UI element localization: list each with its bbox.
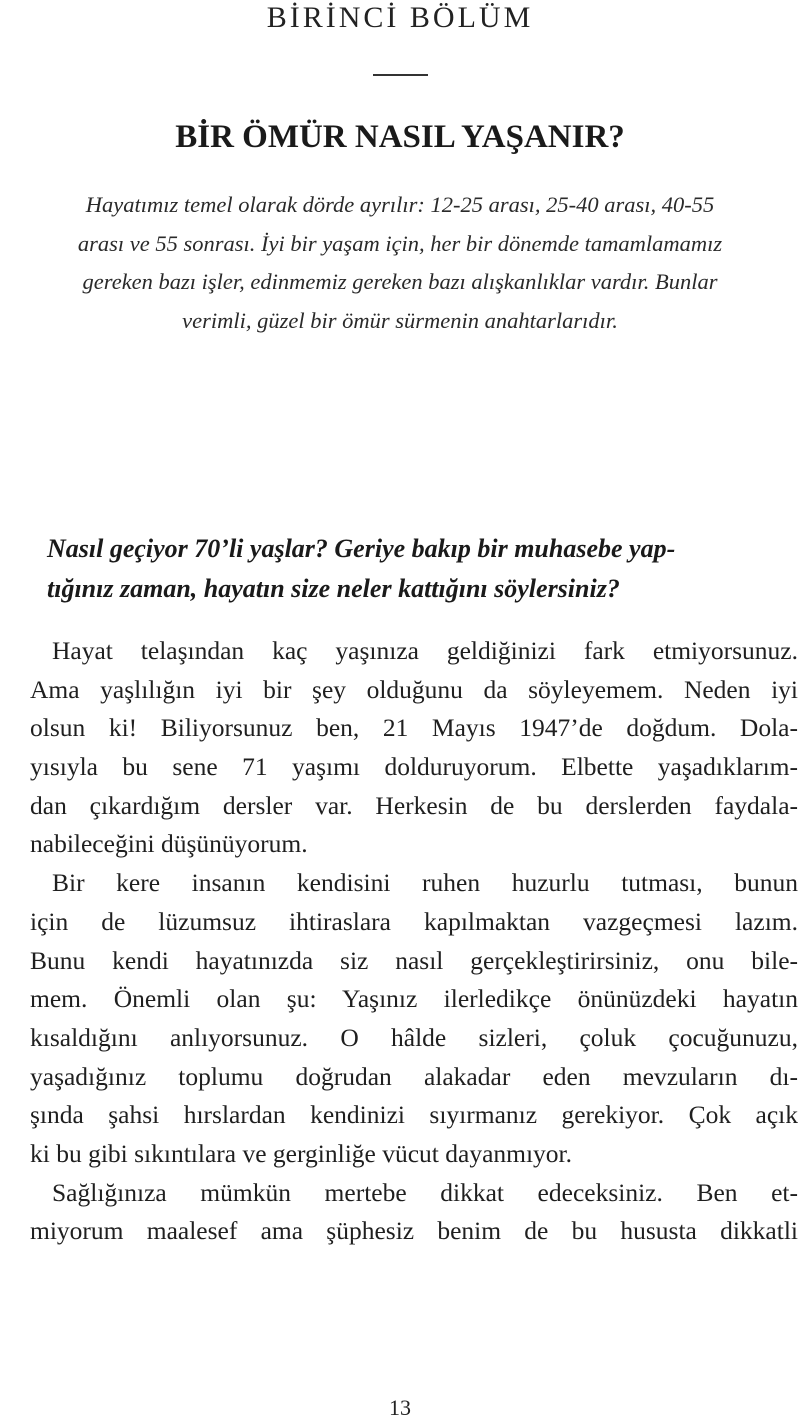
body-line: için de lüzumsuz ihtiraslara kapılmaktan vazgeçmesi lazım. <box>30 906 798 936</box>
body-text <box>30 632 798 1251</box>
body-line: nabileceğini düşünüyorum. <box>30 829 308 859</box>
page-number: 13 <box>389 1395 411 1420</box>
intro-line: arası ve 55 sonrası. İyi bir yaşam için, her bir dönemde tamamlamamız <box>77 230 723 256</box>
body-line: yaşadığınız toplumu doğrudan alakadar eden mevzuların dı- <box>30 1061 798 1091</box>
body-line: Bunu kendi hayatınızda siz nasıl gerçekleştirirsiniz, onu bile- <box>30 945 798 975</box>
intro-line: verimli, güzel bir ömür sürmenin anahtarlarıdır. <box>182 307 618 333</box>
body-line: mem. Önemli olan şu: Yaşınız ilerledikçe önünüzdeki hayatın <box>30 984 798 1014</box>
chapter-title: BİR ÖMÜR NASIL YAŞANIR? <box>175 119 625 155</box>
chapter-label: BİRİNCİ BÖLÜM <box>266 1 534 34</box>
body-line: Bir kere insanın kendisini ruhen huzurlu tutması, bunun <box>52 868 798 898</box>
body-line: yısıyla bu sene 71 yaşımı dolduruyorum. Elbette yaşadıklarım- <box>30 752 798 782</box>
question-line: tığınız zaman, hayatın size neler kattığını söylersiniz? <box>47 574 620 603</box>
body-line: olsun ki! Biliyorsunuz ben, 21 Mayıs 1947’de doğdum. Dola- <box>30 713 798 743</box>
body-line: kısaldığını anlıyorsunuz. O hâlde sizleri, çoluk çocuğunuzu, <box>30 1022 798 1052</box>
body-line: Sağlığınıza mümkün mertebe dikkat edeceksiniz. Ben et- <box>52 1177 798 1207</box>
chapter-intro <box>20 186 780 340</box>
question-line: Nasıl geçiyor 70’li yaşlar? Geriye bakıp bir muhasebe yap- <box>47 534 676 563</box>
body-line: dan çıkardığım dersler var. Herkesin de bu derslerden faydala- <box>30 790 798 820</box>
intro-line: gereken bazı işler, edinmemiz gereken bazı alışkanlıklar vardır. Bunlar <box>82 269 718 294</box>
body-line: ki bu gibi sıkıntılara ve gerginliğe vücut dayanmıyor. <box>30 1138 573 1168</box>
intro-line: Hayatımız temel olarak dörde ayrılır: 12-25 arası, 25-40 arası, 40-55 <box>85 192 715 217</box>
body-line: şında şahsi hırslardan kendinizi sıyırmanız gerekiyor. Çok açık <box>30 1100 798 1130</box>
body-line: Hayat telaşından kaç yaşınıza geldiğinizi fark etmiyorsunuz. <box>52 636 798 665</box>
chapter-divider <box>373 74 428 76</box>
body-line: Ama yaşlılığın iyi bir şey olduğunu da söyleyemem. Neden iyi <box>30 674 798 704</box>
interview-question <box>47 529 800 609</box>
body-line: miyorum maalesef ama şüphesiz benim de bu hususta dikkatli <box>30 1216 798 1246</box>
